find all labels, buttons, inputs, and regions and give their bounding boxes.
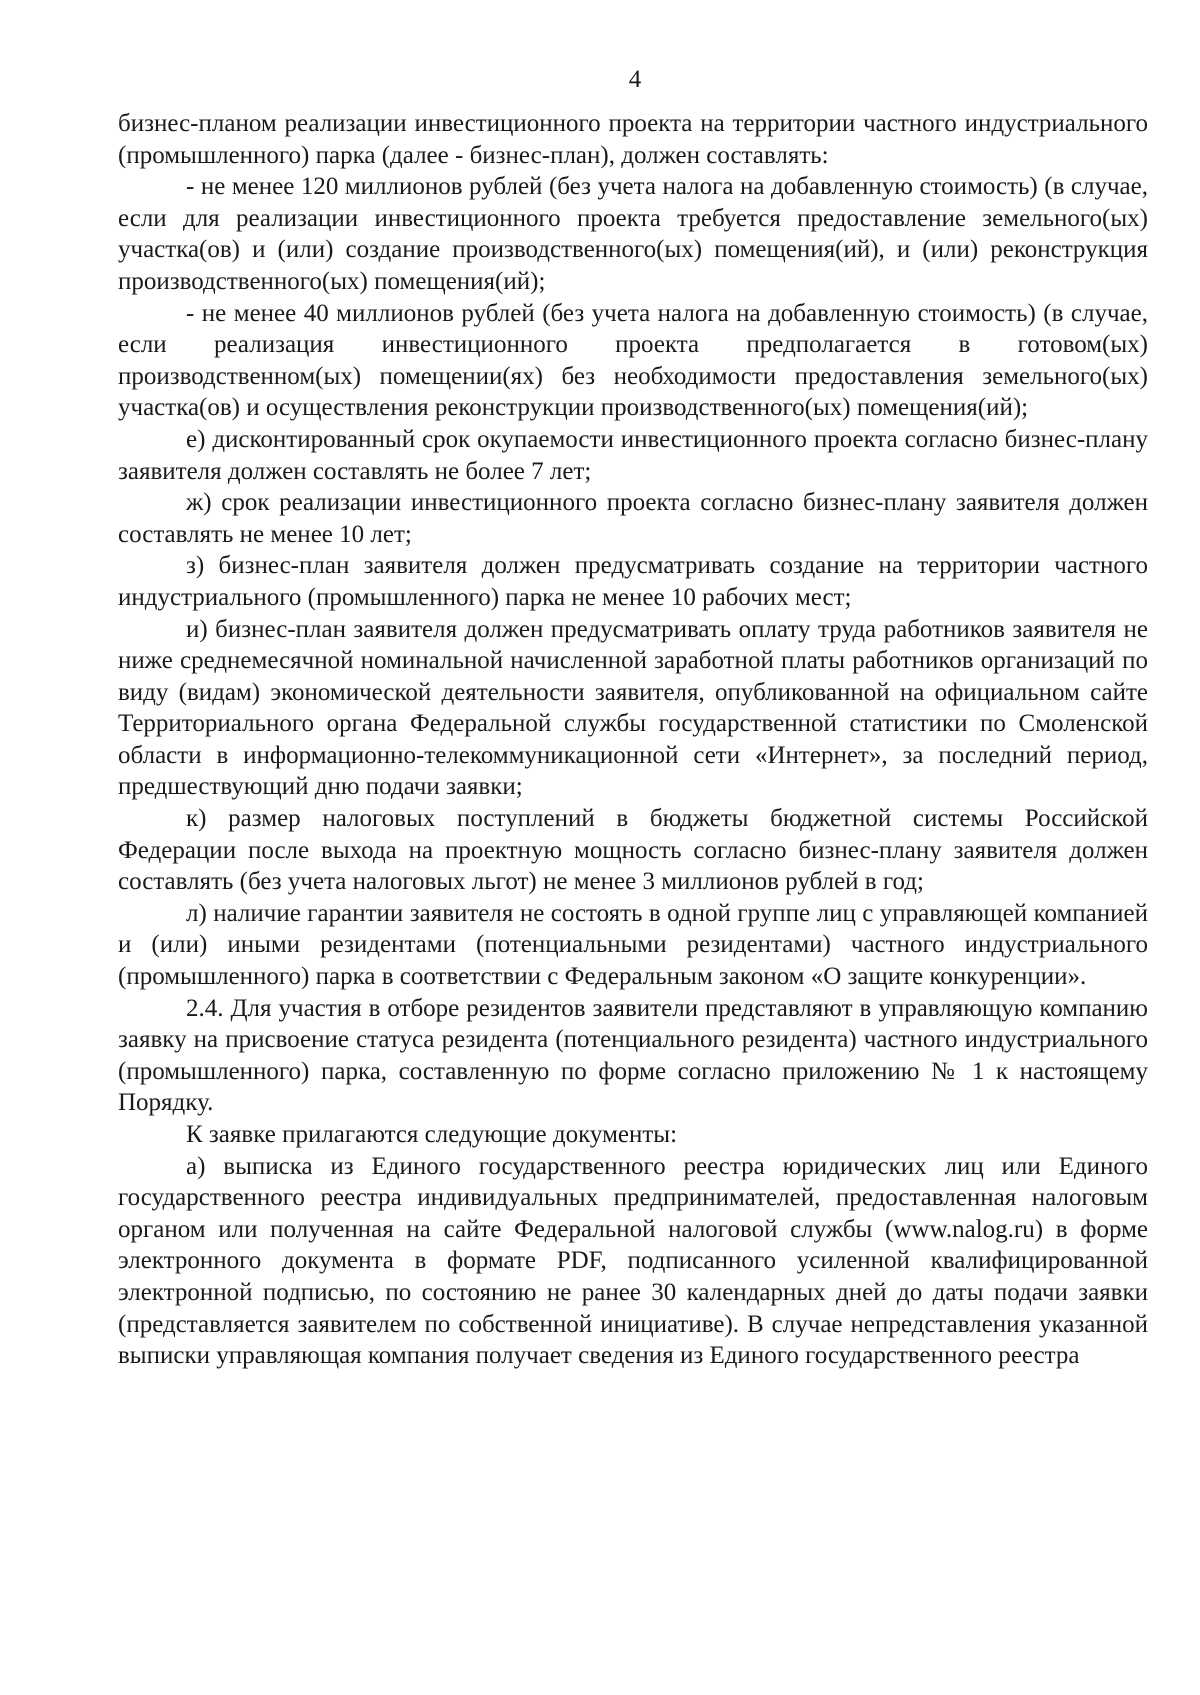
paragraph-continuation: бизнес-планом реализации инвестиционного проекта на территории частного индустриального (промышленного) парка (далее - бизнес-план), должен составлять: xyxy=(118,110,1148,169)
page-number: 4 xyxy=(628,66,642,93)
paragraph-section-2-4: 2.4. Для участия в отборе резидентов заявители представляют в управляющую компанию заявку на присвоение статуса резидента (потенциального резидента) частного индустриального (промышленного) парка, составленную по форме согласно приложению № 1 к настоящему Порядку. xyxy=(118,994,1148,1117)
paragraph-item-z: з) бизнес-план заявителя должен предусматривать создание на территории частного индустриального (промышленного) парка не менее 10 рабочих мест; xyxy=(118,552,1148,611)
paragraph-item-k: к) размер налоговых поступлений в бюджеты бюджетной системы Российской Федерации после выхода на проектную мощность согласно бизнес-плану заявителя должен составлять (без учета налоговых льгот) не менее 3 миллионов рублей в год; xyxy=(118,805,1148,896)
paragraph-documents-intro: К заявке прилагаются следующие документы: xyxy=(186,1121,678,1148)
paragraph-item-i: и) бизнес-план заявителя должен предусматривать оплату труда работников заявителя не ниже среднемесячной номинальной начисленной заработной платы работников организаций по виду (видам) экономической деятельности заявителя, опубликованной на официальном сайте Территориального органа Федеральной службы государственной статистики по Смоленской области в информационно-телекоммуникационной сети «Интернет», за последний период, предшествующий дню подачи заявки; xyxy=(118,615,1148,801)
paragraph-item-l: л) наличие гарантии заявителя не состоять в одной группе лиц с управляющей компанией и (или) иными резидентами (потенциальными резидентами) частного индустриального (промышленного) парка в соответствии с Федеральным законом «О защите конкуренции». xyxy=(118,899,1148,991)
paragraph-investment-40m: - не менее 40 миллионов рублей (без учета налога на добавленную стоимость) (в случае, если реализация инвестиционного проекта предполагается в готовом(ых) производственном(ых) помещении(ях) без необходимости предоставления земельного(ых) участка(ов) и осуществления реконструкции производственного(ых) помещения(ий); xyxy=(118,299,1148,422)
paragraph-item-zh: ж) срок реализации инвестиционного проекта согласно бизнес-плану заявителя должен составлять не менее 10 лет; xyxy=(118,489,1148,548)
document-body xyxy=(118,108,1148,1372)
paragraph-investment-120m: - не менее 120 миллионов рублей (без учета налога на добавленную стоимость) (в случае, если для реализации инвестиционного проекта требуется предоставление земельного(ых) участка(ов) и (или) создание производственного(ых) помещения(ий), и (или) реконструкция производственного(ых) помещения(ий); xyxy=(118,173,1148,295)
paragraph-item-e: е) дисконтированный срок окупаемости инвестиционного проекта согласно бизнес-плану заявителя должен составлять не более 7 лет; xyxy=(118,425,1148,485)
paragraph-item-a: а) выписка из Единого государственного реестра юридических лиц или Единого государственного реестра индивидуальных предпринимателей, предоставленная налоговым органом или полученная на сайте Федеральной налоговой службы (www.nalog.ru) в форме электронного документа в формате PDF, подписанного усиленной квалифицированной электронной подписью, по состоянию не ранее 30 календарных дней до даты подачи заявки (представляется заявителем по собственной инициативе). В случае непредставления указанной выписки управляющая компания получает сведения из Единого государственного реестра xyxy=(118,1152,1148,1370)
